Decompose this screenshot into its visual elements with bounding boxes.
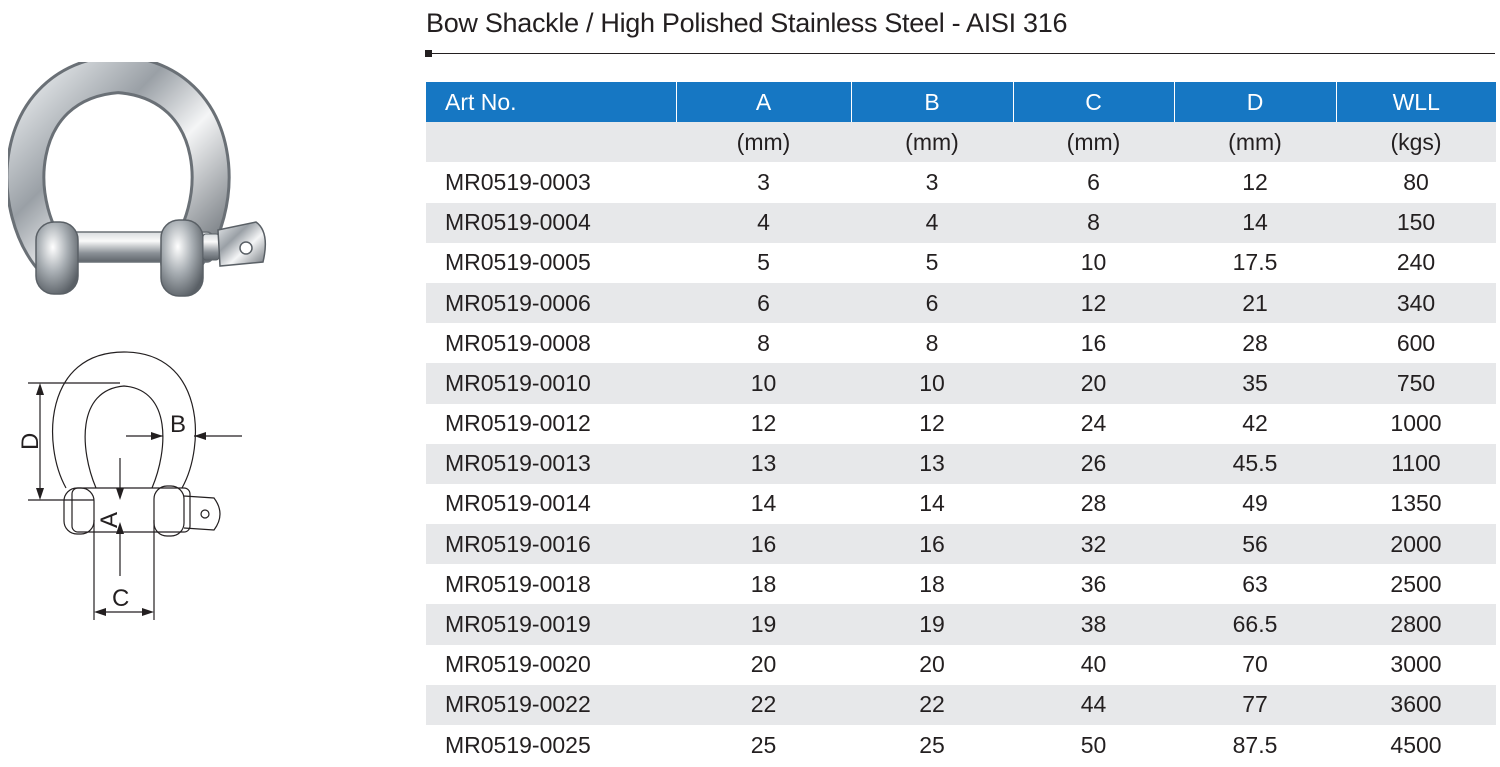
table-cell: 28 xyxy=(1080,490,1107,517)
table-cell: 20 xyxy=(1080,369,1107,396)
table-cell: 3000 xyxy=(1390,651,1442,678)
table-cell: 6 xyxy=(925,289,939,316)
table-cell: 19 xyxy=(750,611,777,638)
table-row xyxy=(426,685,1496,725)
table-cell: 750 xyxy=(1396,369,1436,396)
table-row xyxy=(426,604,1496,644)
art-no-cell: MR0519-0019 xyxy=(445,611,591,638)
art-no-cell: MR0519-0016 xyxy=(445,530,591,557)
table-cell: 44 xyxy=(1080,691,1107,718)
header-b: B xyxy=(851,82,1013,122)
table-cell: 50 xyxy=(1080,731,1107,758)
unit-cell: (mm) xyxy=(1228,128,1282,155)
table-cell: 22 xyxy=(919,691,945,718)
table-cell: 12 xyxy=(750,410,777,437)
table-cell: 340 xyxy=(1396,289,1436,316)
table-cell: 77 xyxy=(1242,691,1268,718)
table-row xyxy=(426,645,1496,685)
title-rule xyxy=(426,53,1495,54)
table-cell: 4 xyxy=(925,209,939,236)
dimension-label-b: B xyxy=(170,411,187,438)
table-cell: 12 xyxy=(919,410,945,437)
unit-cell xyxy=(426,122,676,162)
table-cell: 25 xyxy=(919,731,945,758)
header-art-no: Art No. xyxy=(426,82,676,122)
table-row xyxy=(426,404,1496,444)
table-cell: 2000 xyxy=(1390,530,1442,557)
table-row xyxy=(426,243,1496,283)
table-cell: 1000 xyxy=(1390,410,1442,437)
table-cell: 10 xyxy=(919,369,945,396)
table-cell: 16 xyxy=(1080,329,1107,356)
dimension-label-c: C xyxy=(112,585,130,612)
table-cell: 45.5 xyxy=(1232,450,1278,477)
table-cell: 56 xyxy=(1242,530,1268,557)
table-cell: 1350 xyxy=(1390,490,1442,517)
table-cell: 63 xyxy=(1242,570,1268,597)
table-cell: 13 xyxy=(919,450,945,477)
table-row xyxy=(426,444,1496,484)
header-d: D xyxy=(1174,82,1336,122)
table-cell: 49 xyxy=(1242,490,1268,517)
table-cell: 40 xyxy=(1080,651,1107,678)
art-no-cell: MR0519-0005 xyxy=(445,249,591,276)
table-row xyxy=(426,725,1496,765)
table-cell: 18 xyxy=(919,570,945,597)
table-cell: 42 xyxy=(1242,410,1268,437)
table-cell: 36 xyxy=(1080,570,1107,597)
table-cell: 17.5 xyxy=(1232,249,1278,276)
table-cell: 18 xyxy=(750,570,777,597)
table-cell: 14 xyxy=(1242,209,1268,236)
art-no-cell: MR0519-0010 xyxy=(445,369,591,396)
table-cell: 19 xyxy=(919,611,945,638)
table-header-row xyxy=(426,82,1496,122)
table-cell: 4 xyxy=(757,209,770,236)
table-cell: 20 xyxy=(750,651,777,678)
table-row xyxy=(426,363,1496,403)
table-cell: 3 xyxy=(757,168,770,195)
unit-cell: (mm) xyxy=(1066,128,1121,155)
specification-table xyxy=(426,82,1496,765)
page-title: Bow Shackle / High Polished Stainless Steel - AISI 316 xyxy=(426,8,1068,38)
art-no-cell: MR0519-0008 xyxy=(445,329,591,356)
table-cell: 4500 xyxy=(1390,731,1442,758)
table-cell: 1100 xyxy=(1391,450,1441,477)
table-cell: 600 xyxy=(1396,329,1436,356)
table-row xyxy=(426,524,1496,564)
table-cell: 66.5 xyxy=(1232,611,1278,638)
table-cell: 87.5 xyxy=(1232,731,1278,758)
units-row xyxy=(426,122,1496,162)
table-cell: 32 xyxy=(1080,530,1107,557)
table-cell: 6 xyxy=(1087,168,1100,195)
table-cell: 14 xyxy=(919,490,945,517)
art-no-cell: MR0519-0004 xyxy=(445,209,591,236)
table-cell: 8 xyxy=(1087,209,1100,236)
dimension-label-a: A xyxy=(96,511,123,528)
dimension-drawing xyxy=(14,350,254,630)
table-cell: 13 xyxy=(750,450,777,477)
unit-cell: (kgs) xyxy=(1390,128,1442,155)
shackle-photo xyxy=(8,62,280,312)
table-cell: 5 xyxy=(757,249,770,276)
table-cell: 21 xyxy=(1242,289,1268,316)
table-cell: 8 xyxy=(925,329,939,356)
unit-cell: (mm) xyxy=(905,128,959,155)
art-no-cell: MR0519-0022 xyxy=(445,691,591,718)
art-no-cell: MR0519-0006 xyxy=(445,289,591,316)
table-cell: 240 xyxy=(1396,249,1436,276)
table-cell: 6 xyxy=(757,289,770,316)
table-cell: 28 xyxy=(1242,329,1268,356)
table-cell: 10 xyxy=(750,369,777,396)
header-wll: WLL xyxy=(1336,82,1496,122)
dimension-label-d: D xyxy=(17,432,44,450)
table-cell: 3600 xyxy=(1390,691,1442,718)
table-cell: 16 xyxy=(750,530,777,557)
unit-cell: (mm) xyxy=(736,128,791,155)
table-cell: 16 xyxy=(919,530,945,557)
art-no-cell: MR0519-0025 xyxy=(445,731,591,758)
table-cell: 80 xyxy=(1403,168,1429,195)
art-no-cell: MR0519-0018 xyxy=(445,570,591,597)
table-row xyxy=(426,203,1496,243)
table-cell: 24 xyxy=(1080,410,1107,437)
table-cell: 14 xyxy=(750,490,777,517)
art-no-cell: MR0519-0020 xyxy=(445,651,591,678)
header-c: C xyxy=(1013,82,1174,122)
table-cell: 70 xyxy=(1242,651,1268,678)
art-no-cell: MR0519-0013 xyxy=(445,450,591,477)
title-rule-marker xyxy=(425,50,432,57)
table-row xyxy=(426,162,1496,202)
art-no-cell: MR0519-0003 xyxy=(445,168,591,195)
table-cell: 12 xyxy=(1080,289,1107,316)
table-cell: 8 xyxy=(757,329,770,356)
table-cell: 150 xyxy=(1396,209,1436,236)
table-cell: 26 xyxy=(1080,450,1107,477)
table-cell: 20 xyxy=(919,651,945,678)
table-row xyxy=(426,564,1496,604)
table-cell: 22 xyxy=(750,691,777,718)
table-cell: 2800 xyxy=(1390,611,1442,638)
art-no-cell: MR0519-0014 xyxy=(445,490,591,517)
table-row xyxy=(426,283,1496,323)
table-row xyxy=(426,484,1496,524)
table-cell: 2500 xyxy=(1390,570,1442,597)
table-cell: 3 xyxy=(925,168,939,195)
table-cell: 10 xyxy=(1080,249,1107,276)
table-cell: 5 xyxy=(925,249,939,276)
table-cell: 38 xyxy=(1080,611,1107,638)
table-cell: 25 xyxy=(750,731,777,758)
table-row xyxy=(426,323,1496,363)
art-no-cell: MR0519-0012 xyxy=(445,410,591,437)
table-cell: 35 xyxy=(1242,369,1268,396)
table-cell: 12 xyxy=(1242,168,1268,195)
header-a: A xyxy=(676,82,851,122)
